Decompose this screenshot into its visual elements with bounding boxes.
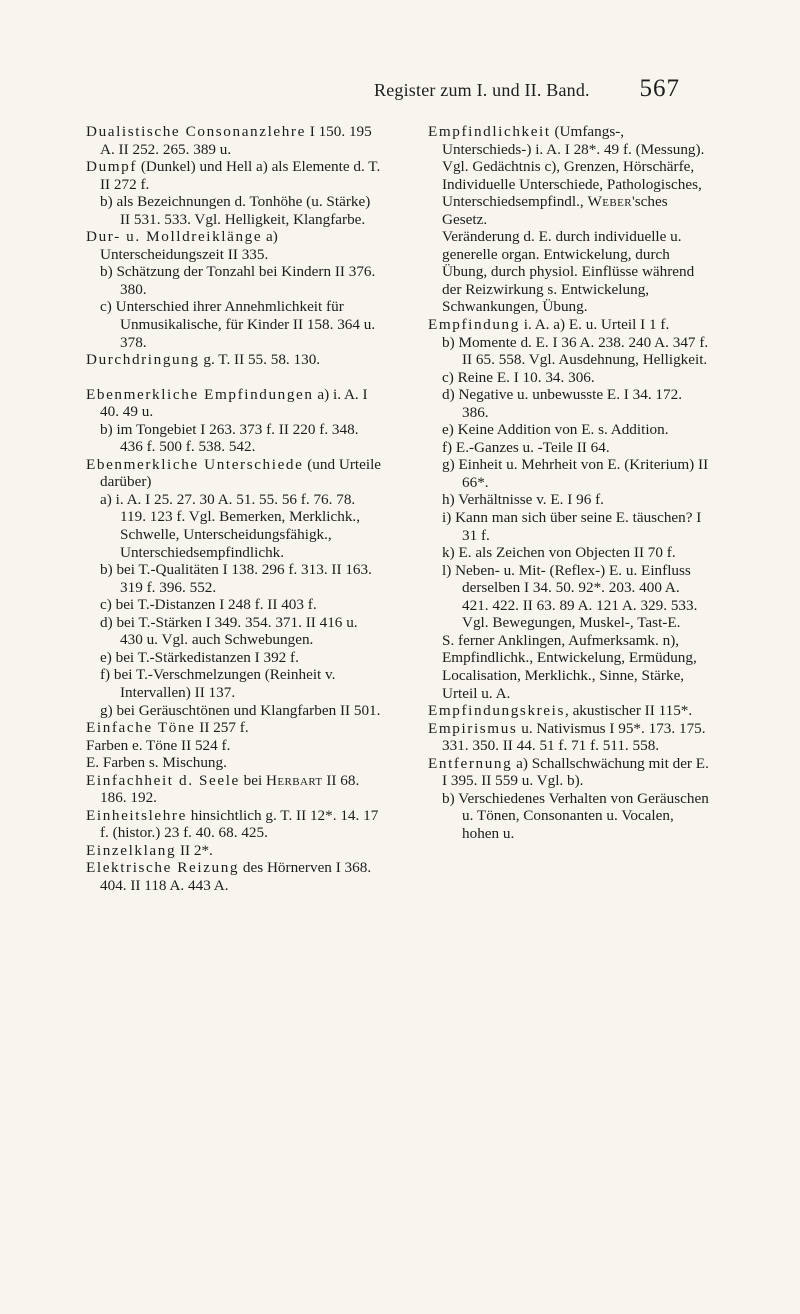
index-subentry: c) bei T.-Distanzen I 248 f. II 403 f.: [100, 596, 317, 614]
right-column: [428, 123, 710, 842]
index-subentry: b) Verschiedenes Verhalten von Geräuschen u. Tönen, Consonanten u. Vocalen, hohen u.: [442, 789, 709, 842]
index-subentry: b) Schätzung der Tonzahl bei Kindern II 376. 380.: [100, 263, 376, 298]
index-continuation: Veränderung d. E. durch individuelle u. generelle organ. Entwickelung, durch Übung, durch physiol. Einflüsse während der Reizwirkung s. Entwickelung, Schwankungen, Übung.: [442, 228, 695, 316]
index-entry: Farben e. Töne II 524 f.: [86, 736, 231, 754]
headword: Dumpf: [86, 158, 138, 176]
index-subentry: b) als Bezeichnungen d. Tonhöhe (u. Stärke) II 531. 533. Vgl. Helligkeit, Klangfarbe.: [100, 193, 371, 228]
index-entry: Durchdringung g. T. II 55. 58. 130.: [86, 351, 321, 369]
headword: Durchdringung: [86, 351, 200, 369]
headword: Empfindlichkeit: [428, 123, 551, 140]
index-entry: Ebenmerkliche Unterschiede (und Urteile darüber): [86, 455, 382, 491]
header-title: Register zum I. und II. Band.: [374, 80, 590, 100]
index-entry: Einzelklang II 2*.: [86, 841, 213, 859]
index-subentry: b) Momente d. E. I 36 A. 238. 240 A. 347 f. II 65. 558. Vgl. Ausdehnung, Helligkeit.: [442, 333, 709, 369]
index-entry: Empfindlichkeit (Umfangs-, Unterschieds-) i. A. I 28*. 49 f. (Messung).: [428, 123, 705, 158]
index-subentry: i) Kann man sich über seine E. täuschen? I 31 f.: [442, 509, 702, 544]
headword: Einfachheit d. Seele: [86, 771, 240, 789]
index-subentry: g) Einheit u. Mehrheit von E. (Kriterium) II 66*.: [442, 456, 709, 491]
author-name: Weber: [587, 193, 632, 211]
left-column: [86, 123, 382, 895]
headword: Empirismus: [428, 719, 518, 737]
headword: Einzelklang: [86, 841, 177, 859]
index-entry: Einheitslehre hinsichtlich g. T. II 12*. 14. 17 f. (histor.) 23 f. 40. 68. 425.: [86, 806, 379, 842]
headword: Empfindung: [428, 316, 520, 334]
headword: Elektrische Reizung: [86, 859, 240, 877]
running-header: [40, 74, 680, 104]
index-entry: Dualistische Consonanzlehre I 150. 195 A. II 252. 265. 389 u.: [86, 123, 372, 158]
index-subentry: b) bei T.-Qualitäten I 138. 296 f. 313. II 163. 319 f. 396. 552.: [100, 561, 372, 596]
index-continuation: S. ferner Anklingen, Aufmerksamk. n), Empfindlichk., Entwickelung, Ermüdung, Localisation, Merklichk., Sinne, Stärke, Urteil u. A.: [442, 631, 697, 702]
index-subentry: l) Neben- u. Mit- (Reflex-) E. u. Einfluss derselben I 34. 50. 92*. 203. 400 A. 421. 422. II 63. 89 A. 121 A. 329. 533. Vgl. Bewegungen, Muskel-, Tast-E.: [442, 561, 698, 632]
headword: Einheitslehre: [86, 806, 187, 824]
index-entry: Empfindungskreis, akustischer II 115*.: [428, 702, 693, 720]
page-number: 567: [639, 75, 680, 102]
headword: Empfindungskreis: [428, 702, 565, 720]
index-entry: Entfernung a) Schallschwächung mit der E. I 395. II 559 u. Vgl. b).: [428, 754, 709, 790]
index-subentry: e) bei T.-Stärkedistanzen I 392 f.: [100, 648, 299, 666]
index-subentry: b) im Tongebiet I 263. 373 f. II 220 f. 348. 436 f. 500 f. 538. 542.: [100, 420, 359, 456]
index-subentry: a) i. A. I 25. 27. 30 A. 51. 55. 56 f. 76. 78. 119. 123 f. Vgl. Bemerken, Merklichk., Schwelle, Unterscheidungsfähigk., Unterschiedsempfindlichk.: [100, 490, 361, 561]
index-entry: Empfindung i. A. a) E. u. Urteil I 1 f.: [428, 316, 670, 334]
index-entry: E. Farben s. Mischung.: [86, 754, 227, 772]
index-entry: Dumpf (Dunkel) und Hell a) als Elemente d. T. II 272 f.: [86, 158, 381, 193]
index-entry: Empirismus u. Nativismus I 95*. 173. 175. 331. 350. II 44. 51 f. 71 f. 511. 558.: [428, 719, 706, 755]
index-subentry: d) Negative u. unbewusste E. I 34. 172. 386.: [442, 386, 682, 421]
headword: Ebenmerkliche Empfindungen: [86, 385, 314, 403]
index-entry: Elektrische Reizung des Hörnerven I 368. 404. II 118 A. 443 A.: [86, 859, 372, 894]
index-subentry: c) Reine E. I 10. 34. 306.: [442, 368, 595, 386]
author-name: Herbart: [266, 771, 323, 789]
headword: Entfernung: [428, 754, 513, 772]
index-entry: Einfache Töne II 257 f.: [86, 719, 249, 737]
index-subentry: h) Verhältnisse v. E. I 96 f.: [442, 491, 604, 509]
index-continuation: Vgl. Gedächtnis c), Grenzen, Hörschärfe, Individuelle Unterschiede, Pathologisches, Unterschiedsempfindl., Weber'sches Gesetz.: [442, 158, 702, 228]
index-subentry: e) Keine Addition von E. s. Addition.: [442, 421, 669, 439]
headword: Ebenmerkliche Unterschiede: [86, 455, 304, 473]
headword: Einfache Töne: [86, 719, 196, 737]
index-subentry: d) bei T.-Stärken I 349. 354. 371. II 416 u. 430 u. Vgl. auch Schwebungen.: [100, 613, 358, 649]
index-entry: Ebenmerkliche Empfindungen a) i. A. I 40. 49 u.: [86, 385, 368, 421]
index-subentry: f) bei T.-Verschmelzungen (Reinheit v. Intervallen) II 137.: [100, 666, 336, 701]
headword: Dur- u. Molldreiklänge: [86, 228, 263, 246]
index-subentry: c) Unterschied ihrer Annehmlichkeit für Unmusikalische, für Kinder II 158. 364 u. 378.: [100, 298, 376, 351]
index-entry: Dur- u. Molldreiklänge a) Unterscheidungszeit II 335.: [86, 228, 278, 263]
index-subentry: f) E.-Ganzes u. -Teile II 64.: [442, 438, 610, 456]
headword: Dualistische Consonanzlehre: [86, 123, 306, 140]
index-subentry: g) bei Geräuschtönen und Klangfarben II 501.: [100, 701, 381, 719]
index-subentry: k) E. als Zeichen von Objecten II 70 f.: [442, 544, 676, 562]
index-entry: Einfachheit d. Seele bei Herbart II 68. 186. 192.: [86, 771, 360, 807]
